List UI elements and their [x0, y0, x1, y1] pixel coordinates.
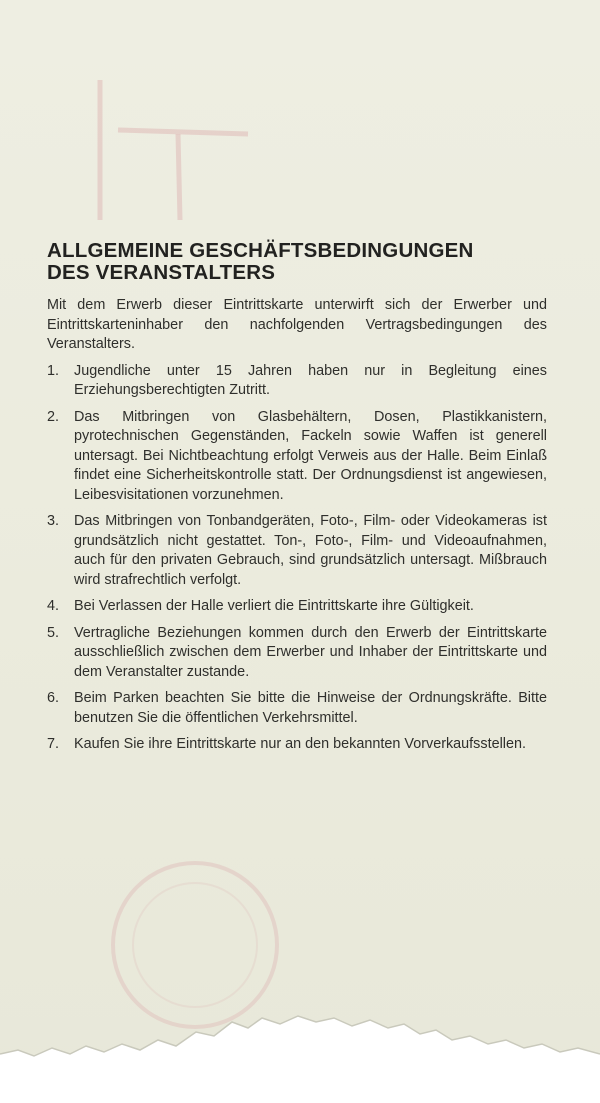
document-title — [47, 240, 547, 284]
item-text: Kaufen Sie ihre Eintrittskarte nur an den bekannten Vorverkaufsstellen. — [74, 736, 526, 752]
item-number: 7. — [47, 736, 60, 752]
item-text: Das Mitbringen von Tonbandgeräten, Foto-, Film- oder Videokameras ist grundsätzlich nicht gestattet. Ton-, Foto-, Film- und Videoaufnahmen, auch für den privaten Gebrauch, sind grundsätzlich untersagt. Mißbrauch wird strafrechtlich verfolgt. — [74, 513, 547, 588]
intro-paragraph: Mit dem Erwerb dieser Eintrittskarte unterwirft sich der Erwerber und Eintrittskarteninhaber den nachfolgenden Vertragsbedingungen des Veranstalters. — [47, 297, 547, 352]
faded-stamp-mark — [88, 70, 258, 230]
title-line-1: ALLGEMEINE GESCHÄFTSBEDINGUNGEN — [47, 239, 474, 262]
item-text: Bei Verlassen der Halle verliert die Eintrittskarte ihre Gültigkeit. — [74, 598, 474, 614]
item-number: 2. — [47, 408, 60, 425]
item-text: Beim Parken beachten Sie bitte die Hinweise der Ordnungskräfte. Bitte benutzen Sie die öffentlichen Verkehrsmittel. — [74, 690, 547, 726]
item-number: 3. — [47, 513, 60, 529]
item-text: Das Mitbringen von Glasbehältern, Dosen, Plastikkanistern, pyrotechnischen Gegenständen, Fackeln sowie Waffen ist generell untersagt. Bei Nichtbeachtung erfolgt Verweis aus der Halle. Beim Einlaß findet eine Sicherheitskontrolle statt. Der Ordnungsdienst ist angewiesen, Leibesvisitationen vorzunehmen. — [74, 408, 547, 503]
list-item — [47, 362, 547, 401]
list-item — [47, 689, 547, 728]
list-item — [47, 624, 547, 683]
item-number: 5. — [47, 624, 60, 641]
list-item — [47, 735, 547, 755]
item-number: 1. — [47, 362, 60, 379]
item-number: 6. — [47, 690, 60, 706]
item-text: Jugendliche unter 15 Jahren haben nur in Begleitung eines Erziehungsberechtigten Zutritt. — [74, 362, 547, 398]
list-item — [47, 408, 547, 506]
list-item — [47, 512, 547, 590]
item-number: 4. — [47, 598, 60, 614]
terms-list — [47, 362, 547, 755]
title-line-2: DES VERANSTALTERS — [47, 261, 276, 284]
list-item — [47, 597, 547, 617]
item-text: Vertragliche Beziehungen kommen durch den Erwerb der Eintrittskarte ausschließlich zwischen dem Erwerber und Inhaber der Eintrittskarte und dem Veranstalter zustande. — [74, 624, 547, 680]
terms-document — [47, 240, 547, 762]
torn-paper-edge — [0, 1010, 600, 1103]
